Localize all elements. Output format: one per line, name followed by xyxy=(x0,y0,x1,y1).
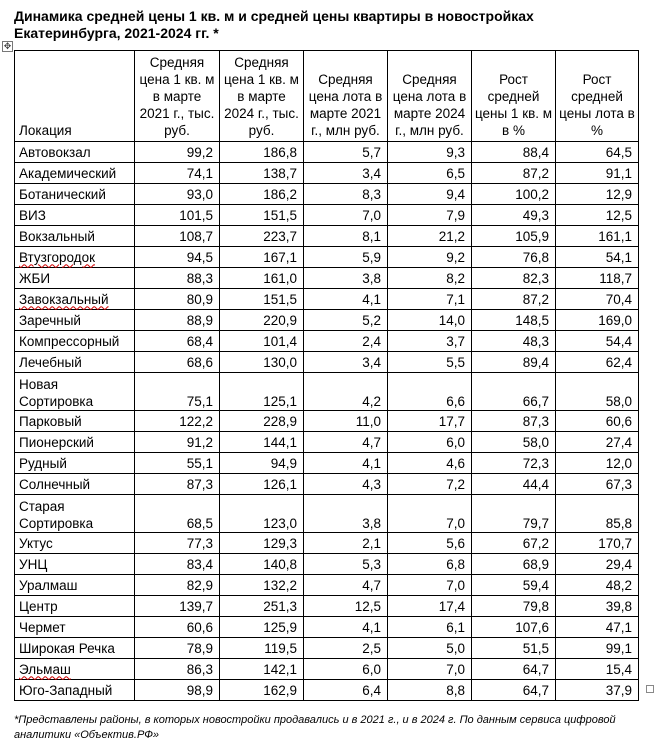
value-cell: 4,3 xyxy=(304,474,388,495)
location-cell: ВИЗ xyxy=(15,205,135,226)
location-cell: Уктус xyxy=(15,533,135,554)
value-cell: 79,7 xyxy=(472,495,556,533)
value-cell: 29,4 xyxy=(556,554,639,575)
value-cell: 39,8 xyxy=(556,596,639,617)
value-cell: 89,4 xyxy=(472,352,556,373)
value-cell: 6,6 xyxy=(388,373,472,411)
value-cell: 94,5 xyxy=(135,247,220,268)
value-cell: 186,2 xyxy=(220,184,304,205)
table-row xyxy=(15,474,639,495)
value-cell: 88,9 xyxy=(135,310,220,331)
column-header: Локация xyxy=(15,51,135,142)
value-cell: 64,5 xyxy=(556,142,639,163)
value-cell: 62,4 xyxy=(556,352,639,373)
value-cell: 14,0 xyxy=(388,310,472,331)
location-cell: Лечебный xyxy=(15,352,135,373)
value-cell: 51,5 xyxy=(472,638,556,659)
table-row xyxy=(15,554,639,575)
value-cell: 12,9 xyxy=(556,184,639,205)
value-cell: 7,0 xyxy=(388,659,472,680)
document-title: Динамика средней цены 1 кв. м и средней цены квартиры в новостройках Екатеринбурга, 2021-2024 гг. * xyxy=(14,8,534,41)
spellcheck-flagged-text: Эльмаш xyxy=(19,661,71,677)
value-cell: 67,2 xyxy=(472,533,556,554)
value-cell: 8,2 xyxy=(388,268,472,289)
value-cell: 105,9 xyxy=(472,226,556,247)
value-cell: 139,7 xyxy=(135,596,220,617)
value-cell: 4,2 xyxy=(304,373,388,411)
value-cell: 122,2 xyxy=(135,411,220,432)
value-cell: 138,7 xyxy=(220,163,304,184)
value-cell: 87,3 xyxy=(135,474,220,495)
value-cell: 3,4 xyxy=(304,352,388,373)
value-cell: 93,0 xyxy=(135,184,220,205)
value-cell: 220,9 xyxy=(220,310,304,331)
value-cell: 4,7 xyxy=(304,575,388,596)
value-cell: 2,1 xyxy=(304,533,388,554)
value-cell: 99,1 xyxy=(556,638,639,659)
location-cell: Компрессорный xyxy=(15,331,135,352)
value-cell: 99,2 xyxy=(135,142,220,163)
location-cell: Вокзальный xyxy=(15,226,135,247)
value-cell: 5,5 xyxy=(388,352,472,373)
table-row xyxy=(15,495,639,533)
column-header: Средняя цена лота в марте 2024 г., млн руб. xyxy=(388,51,472,142)
value-cell: 54,1 xyxy=(556,247,639,268)
value-cell: 6,5 xyxy=(388,163,472,184)
table-row xyxy=(15,331,639,352)
value-cell: 223,7 xyxy=(220,226,304,247)
location-cell: Центр xyxy=(15,596,135,617)
location-cell: Уралмаш xyxy=(15,575,135,596)
value-cell: 118,7 xyxy=(556,268,639,289)
value-cell: 7,0 xyxy=(388,575,472,596)
table-row xyxy=(15,373,639,411)
spellcheck-flagged-text: Завокзальный xyxy=(19,291,109,307)
value-cell: 228,9 xyxy=(220,411,304,432)
table-row xyxy=(15,247,639,268)
spellcheck-flagged-text: Втузгородок xyxy=(19,249,95,265)
table-row xyxy=(15,638,639,659)
value-cell: 4,1 xyxy=(304,289,388,310)
value-cell: 49,3 xyxy=(472,205,556,226)
value-cell: 83,4 xyxy=(135,554,220,575)
table-row xyxy=(15,289,639,310)
table-row xyxy=(15,617,639,638)
value-cell: 88,3 xyxy=(135,268,220,289)
value-cell: 3,8 xyxy=(304,268,388,289)
value-cell: 2,5 xyxy=(304,638,388,659)
table-row xyxy=(15,432,639,453)
value-cell: 101,4 xyxy=(220,331,304,352)
table-row xyxy=(15,680,639,701)
value-cell: 6,0 xyxy=(388,432,472,453)
table-row xyxy=(15,310,639,331)
value-cell: 170,7 xyxy=(556,533,639,554)
value-cell: 125,1 xyxy=(220,373,304,411)
value-cell: 7,9 xyxy=(388,205,472,226)
location-cell: Чермет xyxy=(15,617,135,638)
value-cell: 58,0 xyxy=(556,373,639,411)
value-cell: 3,8 xyxy=(304,495,388,533)
value-cell: 4,7 xyxy=(304,432,388,453)
value-cell: 5,7 xyxy=(304,142,388,163)
value-cell: 47,1 xyxy=(556,617,639,638)
value-cell: 7,0 xyxy=(388,495,472,533)
value-cell: 7,2 xyxy=(388,474,472,495)
value-cell: 79,8 xyxy=(472,596,556,617)
location-cell: УНЦ xyxy=(15,554,135,575)
value-cell: 75,1 xyxy=(135,373,220,411)
footnote: *Представлены районы, в которых новостройки продавались и в 2021 г., и в 2024 г. По данным сервиса цифровой аналитики «Объектив.РФ» xyxy=(14,714,616,741)
value-cell: 161,1 xyxy=(556,226,639,247)
value-cell: 100,2 xyxy=(472,184,556,205)
location-cell: Солнечный xyxy=(15,474,135,495)
value-cell: 5,6 xyxy=(388,533,472,554)
value-cell: 78,9 xyxy=(135,638,220,659)
value-cell: 125,9 xyxy=(220,617,304,638)
table-row xyxy=(15,205,639,226)
value-cell: 91,1 xyxy=(556,163,639,184)
value-cell: 132,2 xyxy=(220,575,304,596)
value-cell: 60,6 xyxy=(135,617,220,638)
location-cell: Парковый xyxy=(15,411,135,432)
column-header: Рост средней цены лота в % xyxy=(556,51,639,142)
value-cell: 66,7 xyxy=(472,373,556,411)
table-row xyxy=(15,596,639,617)
location-cell xyxy=(15,289,135,310)
value-cell: 72,3 xyxy=(472,453,556,474)
value-cell: 119,5 xyxy=(220,638,304,659)
value-cell: 85,8 xyxy=(556,495,639,533)
value-cell: 6,0 xyxy=(304,659,388,680)
value-cell: 8,3 xyxy=(304,184,388,205)
value-cell: 8,8 xyxy=(388,680,472,701)
location-cell: Академический xyxy=(15,163,135,184)
value-cell: 123,0 xyxy=(220,495,304,533)
value-cell: 5,9 xyxy=(304,247,388,268)
price-table xyxy=(14,50,639,701)
value-cell: 68,6 xyxy=(135,352,220,373)
value-cell: 67,3 xyxy=(556,474,639,495)
value-cell: 5,2 xyxy=(304,310,388,331)
value-cell: 129,3 xyxy=(220,533,304,554)
value-cell: 87,3 xyxy=(472,411,556,432)
value-cell: 126,1 xyxy=(220,474,304,495)
value-cell: 7,1 xyxy=(388,289,472,310)
value-cell: 162,9 xyxy=(220,680,304,701)
table-row xyxy=(15,411,639,432)
value-cell: 94,9 xyxy=(220,453,304,474)
value-cell: 91,2 xyxy=(135,432,220,453)
value-cell: 144,1 xyxy=(220,432,304,453)
value-cell: 88,4 xyxy=(472,142,556,163)
value-cell: 251,3 xyxy=(220,596,304,617)
value-cell: 15,4 xyxy=(556,659,639,680)
location-cell xyxy=(15,247,135,268)
table-row xyxy=(15,184,639,205)
table-body xyxy=(15,142,639,701)
value-cell: 98,9 xyxy=(135,680,220,701)
value-cell: 3,4 xyxy=(304,163,388,184)
value-cell: 87,2 xyxy=(472,289,556,310)
value-cell: 101,5 xyxy=(135,205,220,226)
value-cell: 4,1 xyxy=(304,617,388,638)
value-cell: 77,3 xyxy=(135,533,220,554)
location-cell: Автовокзал xyxy=(15,142,135,163)
column-header: Средняя цена лота в марте 2021 г., млн руб. xyxy=(304,51,388,142)
value-cell: 7,0 xyxy=(304,205,388,226)
location-cell: Рудный xyxy=(15,453,135,474)
location-cell: Ботанический xyxy=(15,184,135,205)
value-cell: 74,1 xyxy=(135,163,220,184)
value-cell: 48,2 xyxy=(556,575,639,596)
value-cell: 48,3 xyxy=(472,331,556,352)
value-cell: 5,0 xyxy=(388,638,472,659)
value-cell: 9,4 xyxy=(388,184,472,205)
value-cell: 86,3 xyxy=(135,659,220,680)
value-cell: 82,9 xyxy=(135,575,220,596)
table-resize-handle[interactable] xyxy=(646,685,654,693)
value-cell: 2,4 xyxy=(304,331,388,352)
table-row xyxy=(15,453,639,474)
value-cell: 6,1 xyxy=(388,617,472,638)
value-cell: 27,4 xyxy=(556,432,639,453)
location-cell: Юго-Западный xyxy=(15,680,135,701)
value-cell: 21,2 xyxy=(388,226,472,247)
table-row xyxy=(15,352,639,373)
value-cell: 4,6 xyxy=(388,453,472,474)
table-row xyxy=(15,268,639,289)
table-row xyxy=(15,142,639,163)
value-cell: 148,5 xyxy=(472,310,556,331)
table-row xyxy=(15,226,639,247)
location-cell: Новая Сортировка xyxy=(15,373,135,411)
value-cell: 4,1 xyxy=(304,453,388,474)
location-cell xyxy=(15,659,135,680)
value-cell: 64,7 xyxy=(472,680,556,701)
value-cell: 9,2 xyxy=(388,247,472,268)
value-cell: 108,7 xyxy=(135,226,220,247)
value-cell: 5,3 xyxy=(304,554,388,575)
location-cell: Пионерский xyxy=(15,432,135,453)
value-cell: 37,9 xyxy=(556,680,639,701)
column-header: Рост средней цены 1 кв. м в % xyxy=(472,51,556,142)
value-cell: 80,9 xyxy=(135,289,220,310)
value-cell: 167,1 xyxy=(220,247,304,268)
value-cell: 68,5 xyxy=(135,495,220,533)
value-cell: 161,0 xyxy=(220,268,304,289)
value-cell: 64,7 xyxy=(472,659,556,680)
table-row xyxy=(15,533,639,554)
value-cell: 130,0 xyxy=(220,352,304,373)
value-cell: 12,5 xyxy=(556,205,639,226)
location-cell: ЖБИ xyxy=(15,268,135,289)
value-cell: 8,1 xyxy=(304,226,388,247)
value-cell: 12,5 xyxy=(304,596,388,617)
value-cell: 70,4 xyxy=(556,289,639,310)
value-cell: 12,0 xyxy=(556,453,639,474)
column-header: Средняя цена 1 кв. м в марте 2024 г., тыс. руб. xyxy=(220,51,304,142)
value-cell: 6,8 xyxy=(388,554,472,575)
table-row xyxy=(15,575,639,596)
value-cell: 87,2 xyxy=(472,163,556,184)
value-cell: 59,4 xyxy=(472,575,556,596)
value-cell: 55,1 xyxy=(135,453,220,474)
value-cell: 82,3 xyxy=(472,268,556,289)
location-cell: Широкая Речка xyxy=(15,638,135,659)
value-cell: 151,5 xyxy=(220,289,304,310)
value-cell: 3,7 xyxy=(388,331,472,352)
table-row xyxy=(15,163,639,184)
location-cell: Старая Сортировка xyxy=(15,495,135,533)
value-cell: 17,7 xyxy=(388,411,472,432)
value-cell: 6,4 xyxy=(304,680,388,701)
value-cell: 142,1 xyxy=(220,659,304,680)
column-header: Средняя цена 1 кв. м в марте 2021 г., тыс. руб. xyxy=(135,51,220,142)
value-cell: 58,0 xyxy=(472,432,556,453)
location-cell: Заречный xyxy=(15,310,135,331)
value-cell: 169,0 xyxy=(556,310,639,331)
value-cell: 76,8 xyxy=(472,247,556,268)
value-cell: 44,4 xyxy=(472,474,556,495)
value-cell: 68,9 xyxy=(472,554,556,575)
value-cell: 140,8 xyxy=(220,554,304,575)
table-row xyxy=(15,659,639,680)
value-cell: 68,4 xyxy=(135,331,220,352)
value-cell: 107,6 xyxy=(472,617,556,638)
value-cell: 54,4 xyxy=(556,331,639,352)
value-cell: 60,6 xyxy=(556,411,639,432)
move-table-icon[interactable]: ✥ xyxy=(3,41,12,51)
value-cell: 151,5 xyxy=(220,205,304,226)
value-cell: 9,3 xyxy=(388,142,472,163)
value-cell: 11,0 xyxy=(304,411,388,432)
value-cell: 17,4 xyxy=(388,596,472,617)
table-header-row xyxy=(15,51,639,142)
value-cell: 186,8 xyxy=(220,142,304,163)
